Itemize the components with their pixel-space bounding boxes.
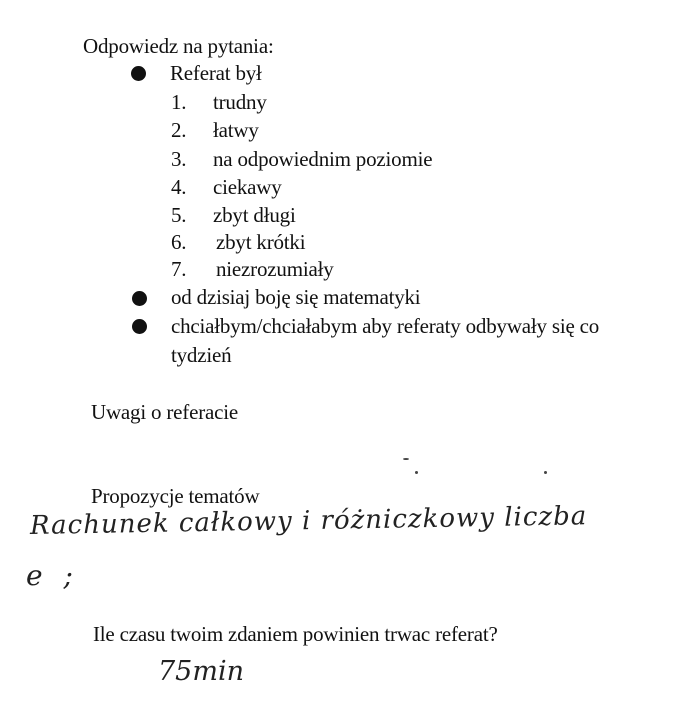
scan-speck (403, 458, 409, 460)
scan-speck (415, 471, 418, 474)
option-number: 6. (171, 230, 187, 254)
bullet-referaty-line1: chciałbym/chciałabym aby referaty odbywały się co (171, 314, 600, 338)
duration-question: Ile czasu twoim zdaniem powinien trwac referat? (93, 622, 498, 646)
scan-speck (544, 471, 547, 474)
remarks-label: Uwagi o referacie (91, 400, 239, 424)
topics-label: Propozycje tematów (91, 484, 260, 508)
option-number: 4. (171, 175, 187, 199)
handwritten-topic-line1: Rachunek całkowy i różniczkowy liczba (29, 501, 588, 541)
option-label: niezrozumiały (216, 257, 334, 281)
option-label: trudny (213, 90, 267, 114)
option-label: zbyt krótki (216, 230, 306, 254)
option-number: 5. (171, 203, 187, 227)
option-number: 1. (171, 90, 187, 114)
bullet-matematyka: od dzisiaj boję się matematyki (171, 285, 421, 309)
questions-heading: Odpowiedz na pytania: (83, 34, 274, 58)
option-number: 2. (171, 118, 187, 142)
handwritten-topic-line2: e ; (26, 559, 79, 592)
option-number: 7. (171, 257, 187, 281)
option-number: 3. (171, 147, 187, 171)
option-label: na odpowiednim poziomie (213, 147, 433, 171)
handwritten-duration: 75min (158, 656, 244, 687)
option-label: łatwy (213, 118, 259, 142)
bullet-dot (132, 319, 147, 334)
bullet-dot (131, 66, 146, 81)
bullet-referat: Referat był (170, 61, 262, 85)
bullet-referaty-line2: tydzień (171, 343, 232, 367)
option-label: zbyt długi (213, 203, 296, 227)
option-label: ciekawy (213, 175, 282, 199)
bullet-dot (132, 291, 147, 306)
